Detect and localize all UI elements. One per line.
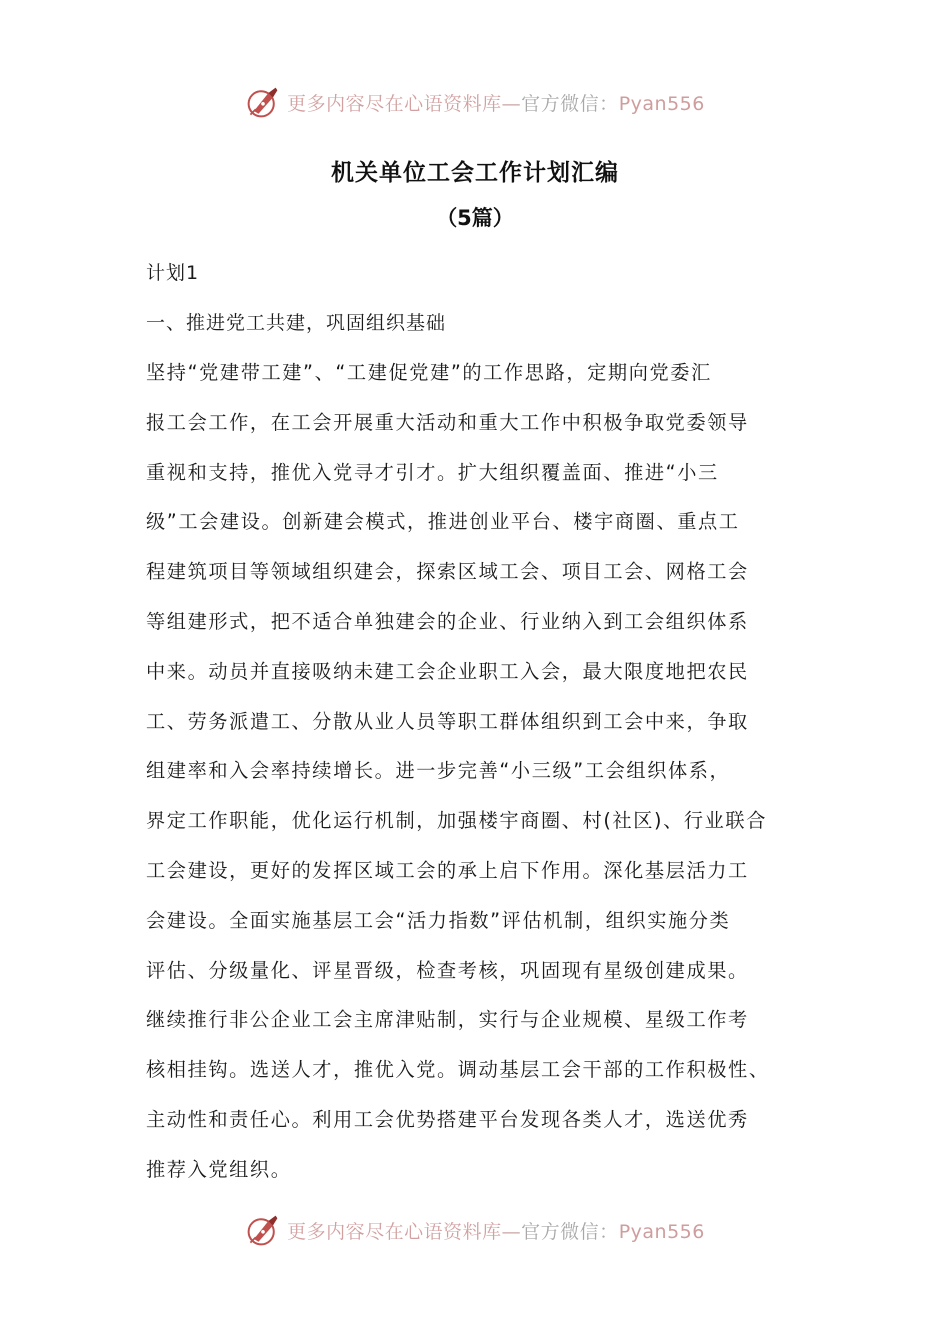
paragraph-line: 程建筑项目等领域组织建会，探索区域工会、项目工会、网格工会 bbox=[146, 560, 749, 584]
paragraph-line: 中来。动员并直接吸纳未建工会企业职工入会，最大限度地把农民 bbox=[146, 659, 749, 683]
banner-wechat-label: 官方微信： bbox=[521, 92, 619, 115]
paragraph-line: 推荐入党组织。 bbox=[146, 1157, 292, 1181]
paragraph-line: 坚持“党建带工建”、“工建促党建”的工作思路，定期向党委汇 bbox=[146, 361, 712, 384]
document-body bbox=[146, 248, 816, 1195]
banner-wechat-id: Pyan556 bbox=[618, 1220, 705, 1243]
banner-wechat-id: Pyan556 bbox=[618, 92, 705, 115]
banner-text bbox=[287, 89, 705, 116]
paragraph-line: 主动性和责任心。利用工会优势搭建平台发现各类人才，选送优秀 bbox=[146, 1107, 749, 1131]
paragraph-line: 工会建设，更好的发挥区域工会的承上启下作用。深化基层活力工 bbox=[146, 858, 749, 882]
section-heading: 一、推进党工共建，巩固组织基础 bbox=[146, 312, 447, 334]
paragraph-line: 组建率和入会率持续增长。进一步完善“小三级”工会组织体系， bbox=[146, 759, 731, 783]
pen-nib-logo-icon bbox=[245, 1212, 281, 1248]
banner-wechat-label: 官方微信： bbox=[521, 1220, 619, 1243]
paragraph bbox=[146, 348, 816, 1195]
footer-banner bbox=[0, 1210, 950, 1250]
paragraph-line: 级”工会建设。创新建会模式，推进创业平台、楼宇商圈、重点工 bbox=[146, 510, 740, 534]
banner-separator: — bbox=[501, 1220, 522, 1243]
header-banner bbox=[0, 82, 950, 122]
paragraph-line: 评估、分级量化、评星晋级，检查考核，巩固现有星级创建成果。 bbox=[146, 958, 749, 982]
plan-label: 计划1 bbox=[146, 262, 200, 284]
banner-separator: — bbox=[501, 92, 522, 115]
banner-site-name: 更多内容尽在心语资料库 bbox=[287, 92, 502, 115]
document-subtitle: （5篇） bbox=[436, 206, 514, 230]
banner-site-name: 更多内容尽在心语资料库 bbox=[287, 1220, 502, 1243]
banner-text bbox=[287, 1217, 705, 1244]
paragraph-line: 报工会工作，在工会开展重大活动和重大工作中积极争取党委领导 bbox=[146, 410, 749, 434]
paragraph-line: 工、劳务派遣工、分散从业人员等职工群体组织到工会中来，争取 bbox=[146, 709, 749, 733]
paragraph-line: 核相挂钩。选送人才，推优入党。调动基层工会干部的工作积极性、 bbox=[146, 1058, 770, 1082]
paragraph-line: 界定工作职能，优化运行机制，加强楼宇商圈、村(社区)、行业联合 bbox=[146, 809, 768, 833]
pen-nib-logo-icon bbox=[245, 84, 281, 120]
paragraph-line: 会建设。全面实施基层工会“活力指数”评估机制，组织实施分类 bbox=[146, 908, 731, 932]
paragraph-line: 重视和支持，推优入党寻才引才。扩大组织覆盖面、推进“小三 bbox=[146, 460, 719, 484]
document-title: 机关单位工会工作计划汇编 bbox=[331, 160, 619, 186]
paragraph-line: 继续推行非公企业工会主席津贴制，实行与企业规模、星级工作考 bbox=[146, 1008, 749, 1032]
paragraph-line: 等组建形式，把不适合单独建会的企业、行业纳入到工会组织体系 bbox=[146, 609, 749, 633]
